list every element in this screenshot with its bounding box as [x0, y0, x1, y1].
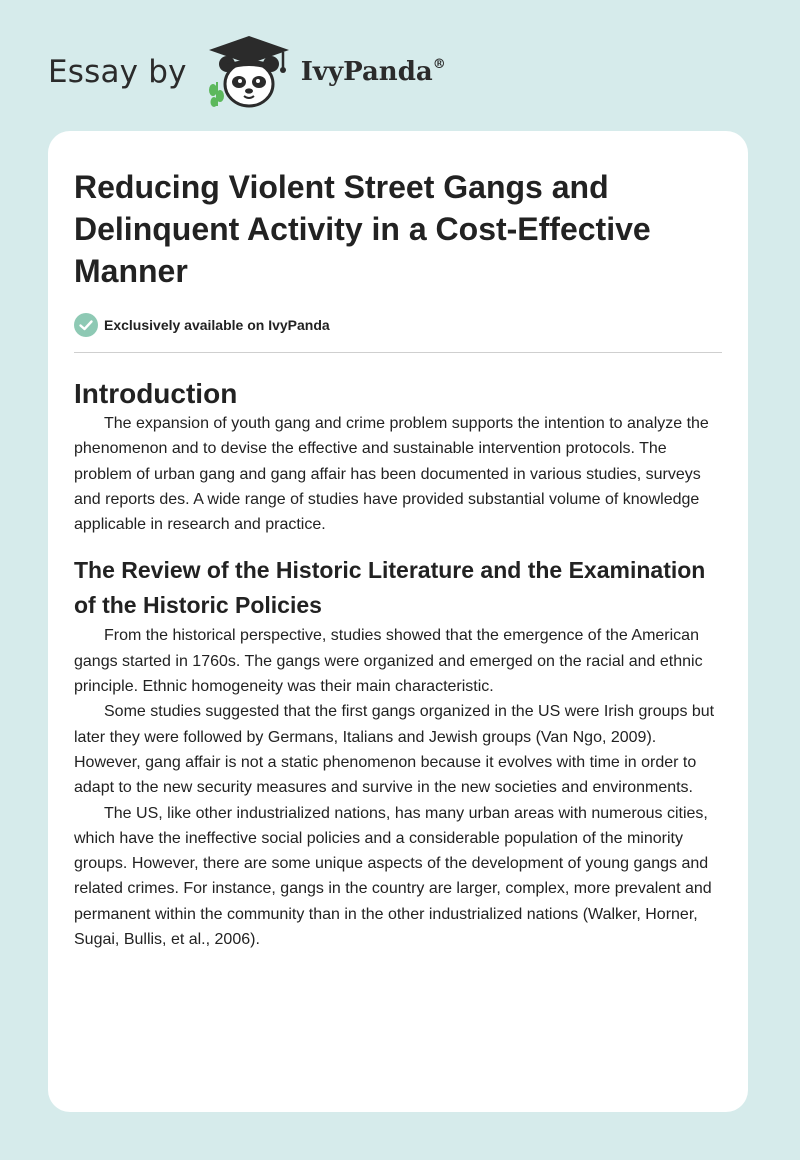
paragraph: The US, like other industrialized nations, has many urban areas with numerous cities, which have the ineffective social policies and a considerable population of the minority groups. However, there are some unique aspects of the development of young gangs and related crimes. For instance, gangs in the country are larger, complex, more prevalent and permanent within the community than in the other industrialized nations (Walker, Horner, Sugai, Bullis, et al., 2006).: [74, 804, 712, 949]
availability-badge: [74, 312, 722, 338]
section-heading-introduction: Introduction: [74, 378, 238, 409]
availability-text: Exclusively available on IvyPanda: [104, 317, 330, 333]
paragraph: From the historical perspective, studies showed that the emergence of the American gangs started in 1760s. The gangs were organized and emerged on the racial and ethnic principle. Ethnic homogeneity was their main characteristic.: [74, 627, 703, 696]
paragraph: Some studies suggested that the first gangs organized in the US were Irish groups but later they were followed by Germans, Italians and Jewish groups (Van Ngo, 2009). However, gang affair is not a static phenomenon because it evolves with time in order to adapt to the new security measures and survive in the new societies and environments.: [74, 703, 715, 797]
checkmark-circle-icon: [74, 313, 98, 337]
registered-mark: ®: [432, 57, 446, 72]
essay-card: [48, 131, 748, 1112]
paragraph: The expansion of youth gang and crime problem supports the intention to analyze the phenomenon and to devise the effective and sustainable intervention protocols. The problem of urban gang and gang affair has been documented in various studies, surveys and reports des. A wide range of studies have provided substantial volume of knowledge applicable in research and practice.: [74, 415, 709, 534]
essay-title: Reducing Violent Street Gangs and Delinquent Activity in a Cost-Effective Manner: [74, 169, 651, 289]
panda-graduation-cap-icon: [203, 34, 295, 110]
section-heading-historic-literature: The Review of the Historic Literature and the Examination of the Historic Policies: [74, 557, 706, 619]
brand-name: IvyPanda®: [300, 57, 446, 87]
brand-header: [48, 34, 446, 110]
title-divider: [74, 352, 722, 353]
brand-prefix: Essay by: [48, 54, 187, 90]
